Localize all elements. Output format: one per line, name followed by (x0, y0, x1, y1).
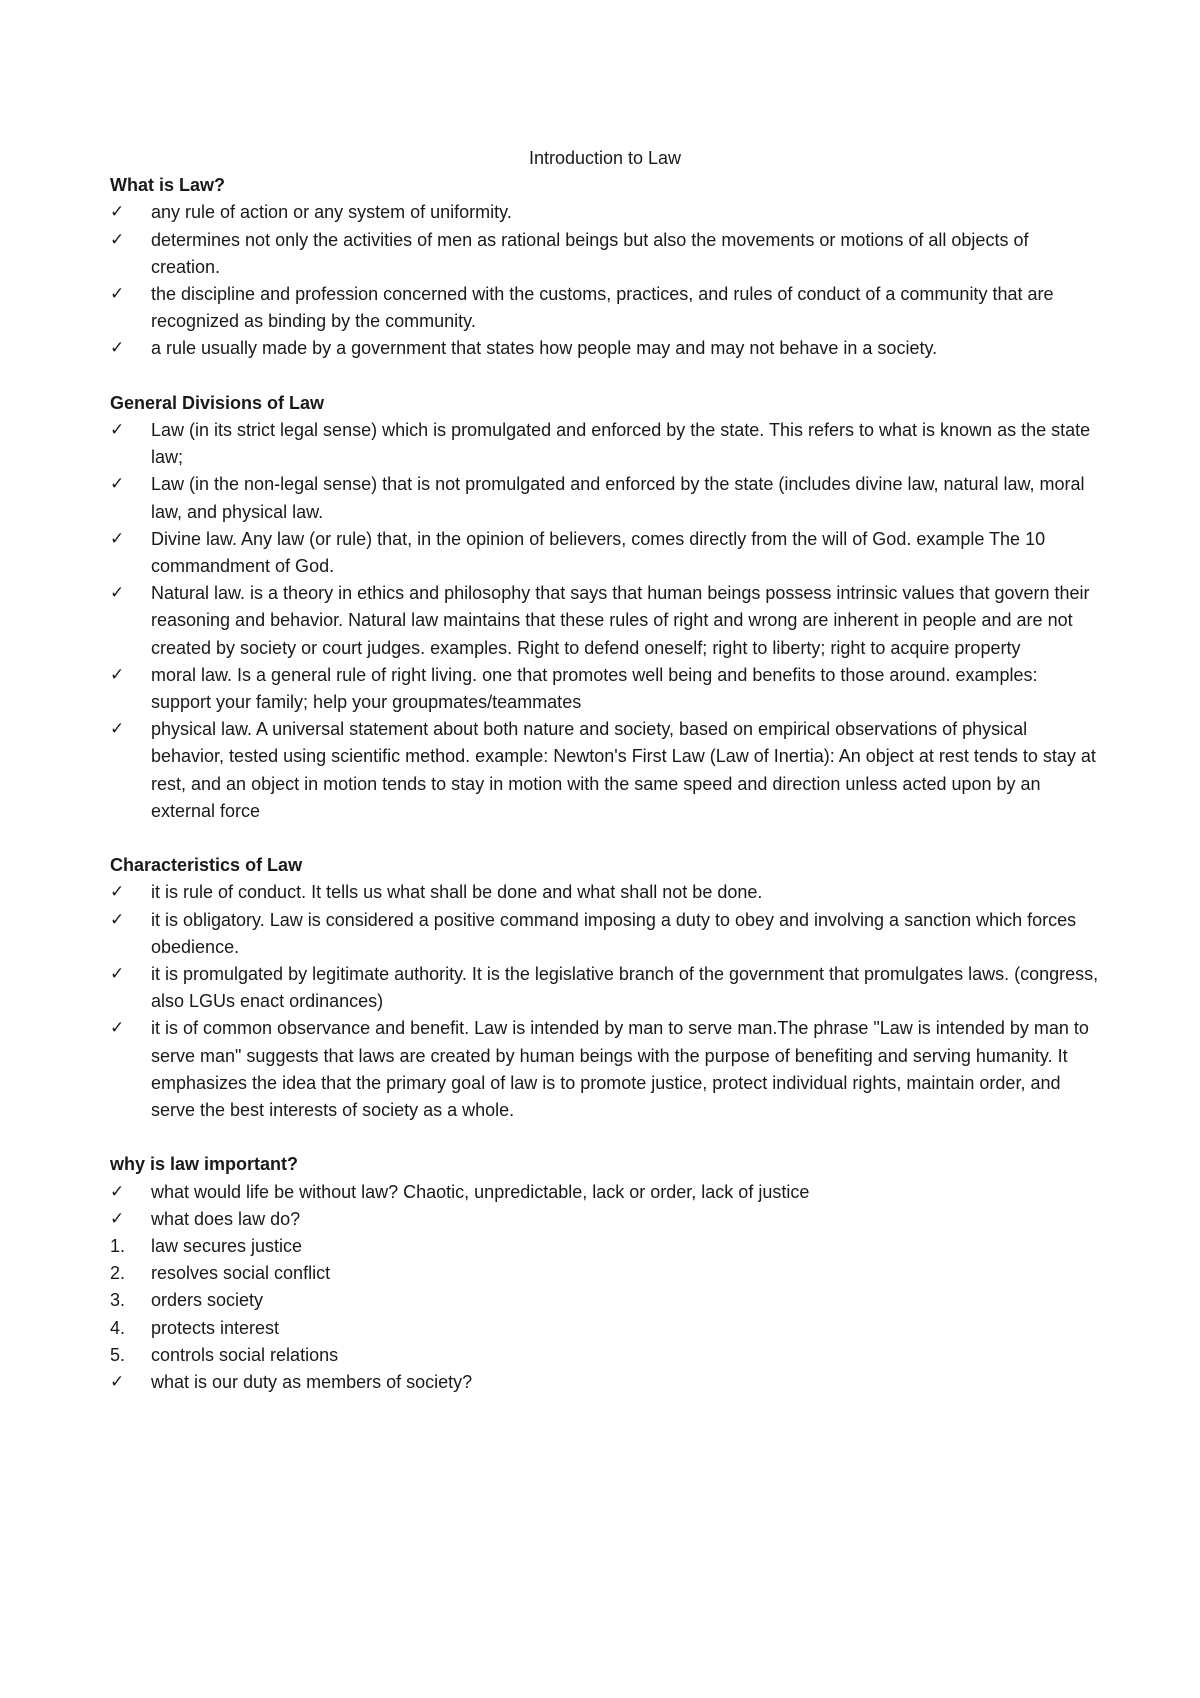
list-item-text: Divine law. Any law (or rule) that, in the opinion of believers, comes directly from the will of God. example The 10 commandment of God. (151, 528, 1046, 577)
list-item (110, 907, 1100, 961)
list-item-text: it is of common observance and benefit. Law is intended by man to serve man.The phrase "Law is intended by man to serve man" suggests that laws are created by human beings with the purpose of benefiting and serving humanity. It emphasizes the idea that the primary goal of law is to promote justice, protect individual rights, maintain order, and serve the best interests of society as a whole. (151, 1018, 1089, 1121)
list-item (110, 199, 1100, 226)
list-item (110, 879, 1100, 906)
list-item-text: protects interest (151, 1317, 280, 1338)
list-item (110, 716, 1100, 825)
list-item-text: the discipline and profession concerned with the customs, practices, and rules of conduct of a community that are recognized as binding by the community. (151, 284, 1054, 332)
list-item (110, 662, 1100, 716)
list-item-text: any rule of action or any system of uniformity. (151, 202, 512, 223)
list-item (110, 1369, 1100, 1396)
list-item (110, 961, 1100, 1015)
list-number: 2. (110, 1263, 126, 1284)
list-item-text: Law (in the non-legal sense) that is not promulgated and enforced by the state (includes divine law, natural law, moral law, and physical law. (151, 474, 1085, 522)
list-item-text: orders society (151, 1290, 264, 1311)
list-item-text: law secures justice (151, 1236, 303, 1257)
bullet-list (110, 417, 1100, 825)
list-item-text: Law (in its strict legal sense) which is promulgated and enforced by the state. This refers to what is known as the state law; (151, 420, 1091, 468)
list-item-text: what would life be without law? Chaotic, unpredictable, lack or order, lack of justice (151, 1181, 810, 1202)
list-item-text: it is promulgated by legitimate authority. It is the legislative branch of the government that promulgates laws. (congress, also LGUs enact ordinances) (151, 964, 1099, 1012)
list-item (110, 1206, 1100, 1233)
list-number: 4. (110, 1317, 126, 1338)
list-item-text: it is rule of conduct. It tells us what shall be done and what shall not be done. (151, 882, 763, 903)
list-item-text: what is our duty as members of society? (151, 1372, 473, 1393)
section-what-is-law (110, 172, 1100, 362)
list-number: 1. (110, 1236, 126, 1257)
list-item (110, 1179, 1100, 1206)
check-icon: ✓ (110, 583, 125, 604)
section-heading: General Divisions of Law (110, 392, 325, 413)
list-item (110, 1315, 1100, 1342)
list-number: 3. (110, 1290, 126, 1311)
page-title: Introduction to Law (528, 148, 682, 168)
list-item-text: Natural law. is a theory in ethics and philosophy that says that human beings possess intrinsic values that govern their reasoning and behavior. Natural law maintains that these rules of right and wrong are inherent in people and are not created by society or court judges. examples. Right to defend oneself; right to liberty; right to acquire property (151, 583, 1090, 658)
list-item (110, 1260, 1100, 1287)
list-item (110, 1233, 1100, 1260)
check-icon: ✓ (110, 229, 125, 250)
list-item (110, 471, 1100, 525)
list-item-text: what does law do? (151, 1208, 301, 1229)
check-icon: ✓ (110, 338, 125, 359)
check-icon: ✓ (110, 284, 125, 305)
list-item-text: determines not only the activities of men as rational beings but also the movements or motions of all objects of creation. (151, 229, 1029, 277)
document-page (110, 145, 1100, 1423)
section-heading: Characteristics of Law (110, 855, 303, 876)
check-icon: ✓ (110, 882, 125, 903)
check-icon: ✓ (110, 719, 125, 740)
list-item (110, 335, 1100, 362)
section-heading: What is Law? (110, 175, 226, 196)
check-icon: ✓ (110, 964, 125, 985)
check-icon: ✓ (110, 474, 125, 495)
list-item-text: physical law. A universal statement about both nature and society, based on empirical observations of physical behavior, tested using scientific method. example: Newton's First Law (Law of Inertia): An object at rest tends to stay at rest, and an object in motion tends to stay in motion with the same speed and direction unless acted upon by an external force (151, 719, 1096, 821)
check-icon: ✓ (110, 909, 125, 930)
list-item (110, 1015, 1100, 1124)
list-item (110, 580, 1100, 662)
list-item (110, 1287, 1100, 1314)
check-icon: ✓ (110, 1181, 125, 1202)
section-characteristics-of-law (110, 852, 1100, 1124)
document-body (110, 172, 1100, 1396)
list-item-text: resolves social conflict (151, 1263, 331, 1284)
list-item-text: moral law. Is a general rule of right living. one that promotes well being and benefits to those around. examples: support your family; help your groupmates/teammates (151, 664, 1038, 713)
check-icon: ✓ (110, 420, 125, 441)
check-icon: ✓ (110, 1208, 125, 1229)
list-item-text: it is obligatory. Law is considered a positive command imposing a duty to obey and involving a sanction which forces obedience. (151, 909, 1077, 957)
section-why-is-law-important (110, 1151, 1100, 1396)
list-item (110, 227, 1100, 281)
list-item-text: a rule usually made by a government that states how people may and may not behave in a society. (151, 338, 938, 359)
check-icon: ✓ (110, 528, 125, 549)
bullet-list (110, 199, 1100, 362)
bullet-list (110, 1179, 1100, 1397)
list-item (110, 1342, 1100, 1369)
check-icon: ✓ (110, 1018, 125, 1039)
check-icon: ✓ (110, 1372, 125, 1393)
list-item (110, 417, 1100, 471)
section-general-divisions-of-law (110, 390, 1100, 825)
list-item (110, 281, 1100, 335)
list-item (110, 526, 1100, 580)
check-icon: ✓ (110, 202, 125, 223)
section-heading: why is law important? (110, 1154, 299, 1175)
check-icon: ✓ (110, 664, 125, 685)
list-number: 5. (110, 1344, 126, 1365)
bullet-list (110, 879, 1100, 1124)
list-item-text: controls social relations (151, 1344, 339, 1365)
